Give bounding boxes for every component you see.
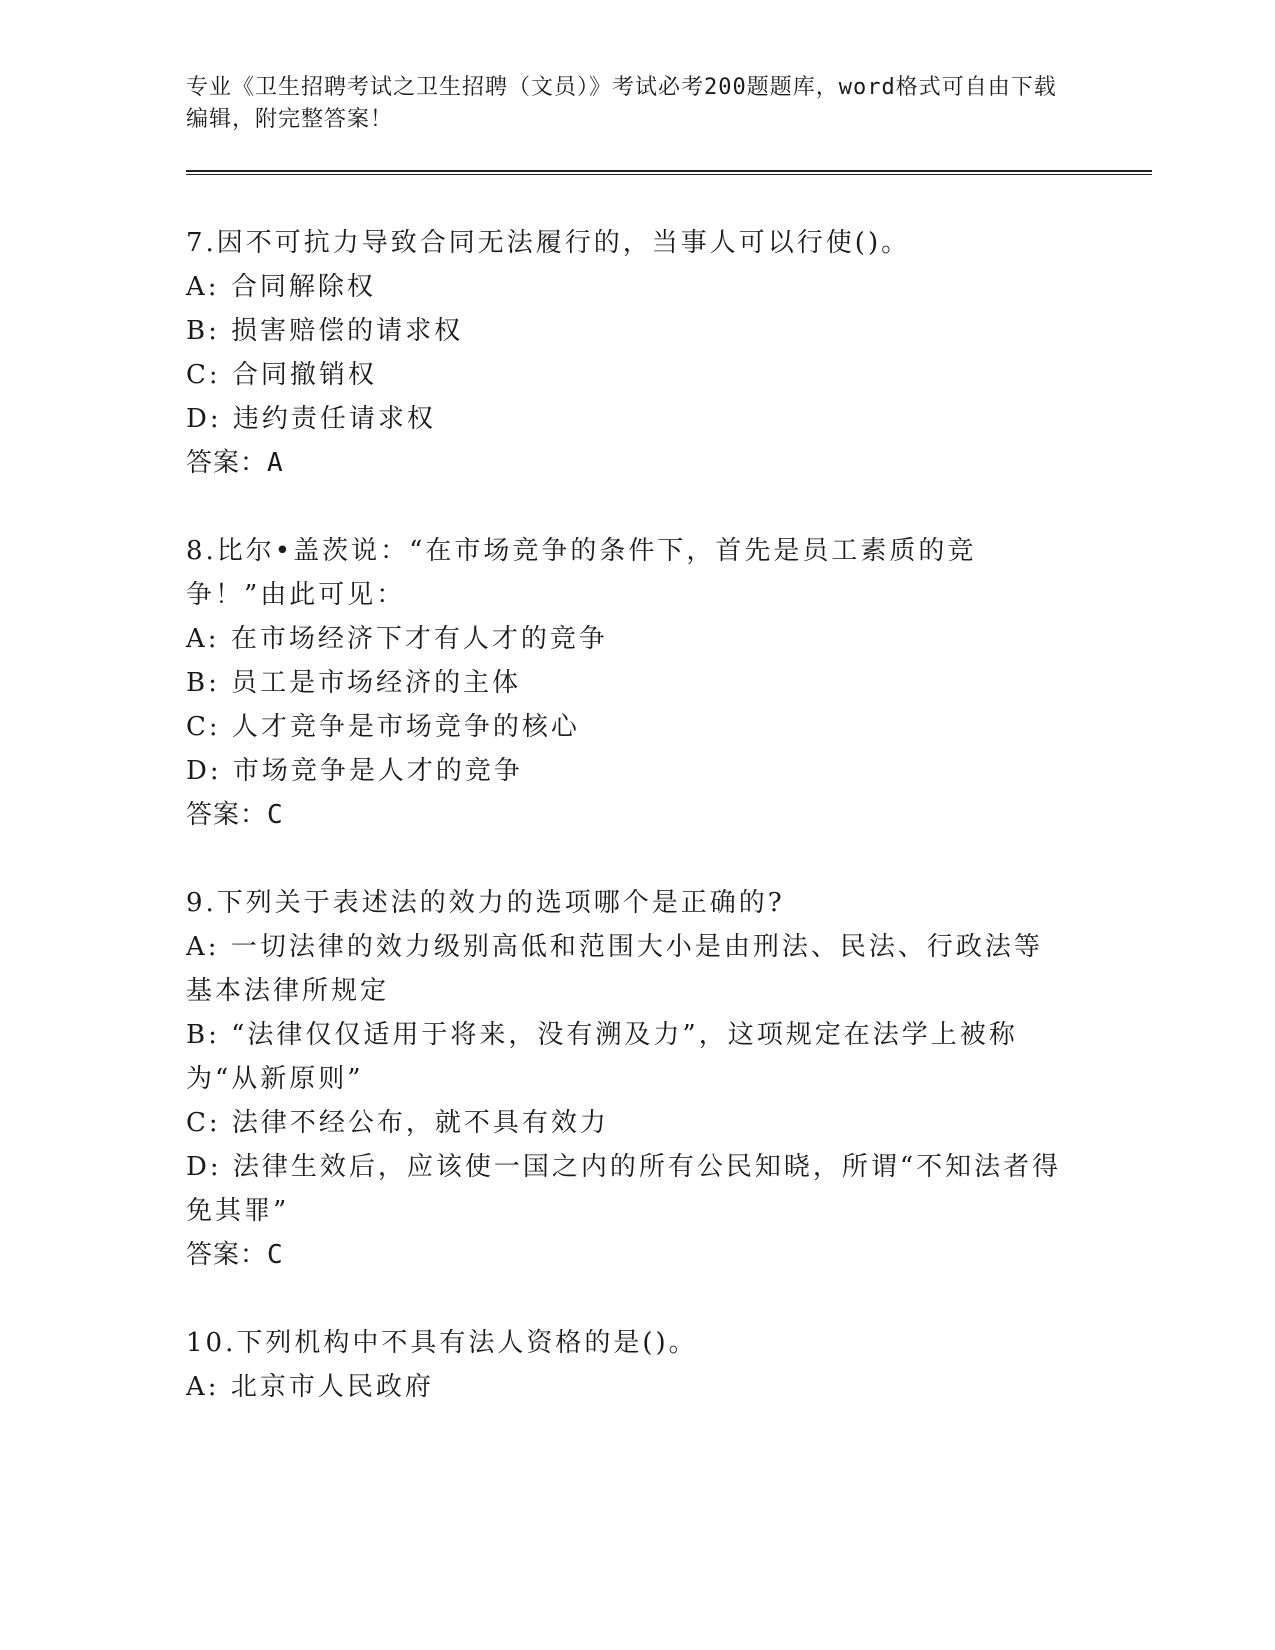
- option-b: [186, 661, 1066, 705]
- option-text: 合同解除权: [230, 272, 376, 302]
- answer-line: [186, 441, 1066, 485]
- document-header: 专业《卫生招聘考试之卫生招聘（文员）》考试必考200题题库，word格式可自由下载编辑，附完整答案！: [186, 75, 1057, 132]
- answer-label: 答案：: [186, 448, 268, 478]
- option-c: [186, 1101, 1066, 1145]
- answer-label: 答案：: [186, 1240, 268, 1270]
- option-key: A:: [186, 624, 220, 654]
- option-text: 法律不经公布，就不具有效力: [231, 1108, 609, 1138]
- option-key: A:: [186, 932, 220, 962]
- answer-line: [186, 1233, 1066, 1277]
- option-text: 北京市人民政府: [230, 1372, 434, 1402]
- option-key: A:: [186, 272, 220, 302]
- question-9: [186, 881, 1066, 1277]
- option-key: D:: [186, 1152, 222, 1182]
- answer-line: [186, 793, 1066, 837]
- option-key: D:: [186, 404, 222, 434]
- question-10: [186, 1321, 1066, 1409]
- option-text: 合同撤销权: [231, 360, 377, 390]
- option-b: [186, 1013, 1066, 1101]
- option-a: [186, 265, 1066, 309]
- option-key: C:: [186, 1108, 221, 1138]
- answer-value: A: [267, 448, 284, 478]
- option-key: A:: [186, 1372, 220, 1402]
- option-key: C:: [186, 360, 221, 390]
- option-text: 损害赔偿的请求权: [231, 316, 464, 346]
- document-page: [186, 72, 1146, 1409]
- option-a: [186, 617, 1066, 661]
- option-d: [186, 397, 1066, 441]
- header-divider: [186, 170, 1152, 175]
- option-c: [186, 705, 1066, 749]
- option-d: [186, 1145, 1066, 1233]
- option-key: C:: [186, 712, 221, 742]
- option-key: B:: [186, 1020, 220, 1050]
- answer-label: 答案：: [186, 800, 268, 830]
- option-text: 市场竞争是人才的竞争: [232, 756, 523, 786]
- option-key: B:: [186, 316, 220, 346]
- question-stem: 10.下列机构中不具有法人资格的是()。: [186, 1328, 698, 1358]
- option-a: [186, 925, 1066, 1013]
- option-text: 违约责任请求权: [232, 404, 436, 434]
- answer-value: C: [267, 1240, 284, 1270]
- option-text: 法律生效后，应该使一国之内的所有公民知晓，所谓“不知法者得免其罪”: [186, 1152, 1062, 1226]
- option-key: D:: [186, 756, 222, 786]
- option-text: 在市场经济下才有人才的竞争: [230, 624, 608, 654]
- question-stem: 8.比尔•盖茨说：“在市场竞争的条件下，首先是员工素质的竞争！”由此可见：: [186, 536, 977, 610]
- option-text: 一切法律的效力级别高低和范围大小是由刑法、民法、行政法等基本法律所规定: [186, 932, 1043, 1006]
- option-a: [186, 1365, 1066, 1409]
- question-8: [186, 529, 1066, 837]
- option-d: [186, 749, 1066, 793]
- question-stem: 9.下列关于表述法的效力的选项哪个是正确的?: [186, 888, 785, 918]
- question-stem: 7.因不可抗力导致合同无法履行的，当事人可以行使()。: [186, 228, 911, 258]
- option-text: 员工是市场经济的主体: [231, 668, 522, 698]
- option-text: “法律仅仅适用于将来，没有溯及力”，这项规定在法学上被称为“从新原则”: [186, 1020, 1018, 1094]
- option-key: B:: [186, 668, 220, 698]
- answer-value: C: [267, 800, 284, 830]
- question-7: [186, 221, 1066, 485]
- option-c: [186, 353, 1066, 397]
- option-b: [186, 309, 1066, 353]
- option-text: 人才竞争是市场竞争的核心: [231, 712, 580, 742]
